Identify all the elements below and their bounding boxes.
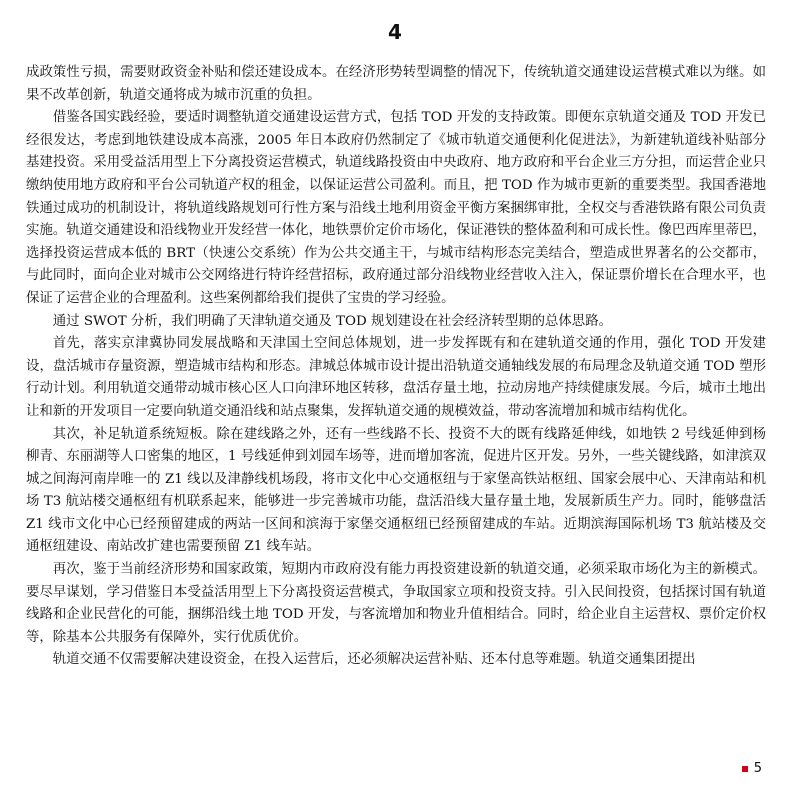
paragraph-2: 借鉴各国实践经验，要适时调整轨道交通建设运营方式，包括 TOD 开发的支持政策。即便东京轨道交通及 TOD 开发已经很发达，考虑到地铁建设成本高涨，2005 年日本政府仍然制定了《城市轨道交通便利化促进法》，为新建轨道线补贴部分基建投资。采用受益活用型上下分离投资运营模式，轨道线路投资由中央政府、地方政府和平台企业三方分担，而运营企业只缴纳使用地方政府和平台公司轨道产权的租金，以保证运营公司盈利。而且，把 TOD 作为城市更新的重要类型。我国香港地铁通过成功的机制设计，将轨道线路规划可行性方案与沿线土地利用资金平衡方案捆绑审批，全权交与香港铁路有限公司负责实施。轨道交通建设和沿线物业开发经营一体化，地铁票价定价市场化，保证港铁的整体盈利和可成长性。像巴西库里蒂巴，选择投资运营成本低的 BRT（快速公交系统）作为公共交通主干，与城市结构形态完美结合，塑造成世界著名的公交都市，与此同时，面向企业对城市公交网络进行特许经营招标，政府通过部分沿线物业经营收入注入，保证票价增长在合理水平，也保证了运营企业的合理盈利。这些案例都给我们提供了宝贵的学习经验。 (26, 110, 766, 306)
paragraph-6: 再次，鉴于当前经济形势和国家政策，短期内市政府没有能力再投资建设新的轨道交通，必须采取市场化为主的新模式。要尽早谋划，学习借鉴日本受益活用型上下分离投资运营模式，争取国家立项和投资支持。引入民间投资，包括探讨国有轨道线路和企业民营化的可能，捆绑沿线土地 TOD 开发，与客流增加和物业升值相结合。同时，给企业自主运营权、票价定价权等，除基本公共服务有保障外，实行优质优价。 (26, 562, 766, 645)
page-number: 5 (753, 761, 762, 776)
paragraph-5: 其次，补足轨道系统短板。除在建线路之外，还有一些线路不长、投资不大的既有线路延伸线，如地铁 2 号线延伸到杨柳青、东丽湖等人口密集的地区，1 号线延伸到刘园车场等，进而增加客流，促进片区开发。另外，一些关键线路，如津滨双城之间海河南岸唯一的 Z1 线以及津静线机场段，将市文化中心交通枢纽与于家堡高铁站枢纽、国家会展中心、天津南站和机场 T3 航站楼交通枢纽有机联系起来，能够进一步完善城市功能，盘活沿线大量存量土地，发展新质生产力。同时，能够盘活 Z1 线市文化中心已经预留建成的两站一区间和滨海于家堡交通枢纽已经预留建成的车站。近期滨海国际机场 T3 航站楼及交通枢纽建设、南站改扩建也需要预留 Z1 线车站。 (26, 426, 766, 555)
paragraph-3: 通过 SWOT 分析，我们明确了天津轨道交通及 TOD 规划建设在社会经济转型期的总体思路。 (52, 313, 612, 329)
page-marker-icon (742, 766, 748, 772)
page-footer (742, 761, 762, 776)
paragraph-1: 成政策性亏损，需要财政资金补贴和偿还建设成本。在经济形势转型调整的情况下，传统轨道交通建设运营模式难以为继。如果不改革创新，轨道交通将成为城市沉重的负担。 (26, 65, 766, 103)
body-text (26, 62, 766, 672)
paragraph-4: 首先，落实京津冀协同发展战略和天津国土空间总体规划，进一步发挥既有和在建轨道交通的作用，强化 TOD 开发建设，盘活城市存量资源，塑造城市结构和形态。津城总体城市设计提出沿轨道交通轴线发展的布局理念及轨道交通 TOD 塑形行动计划。利用轨道交通带动城市核心区人口向津环地区转移，盘活存量土地，拉动房地产持续健康发展。今后，城市土地出让和新的开发项目一定要向轨道交通沿线和站点聚集，发挥轨道交通的规模效益，带动客流增加和城市结构优化。 (26, 336, 766, 419)
paragraph-7: 轨道交通不仅需要解决建设资金，在投入运营后，还必须解决运营补贴、还本付息等难题。轨道交通集团提出 (52, 652, 696, 668)
section-number: 4 (388, 20, 402, 44)
